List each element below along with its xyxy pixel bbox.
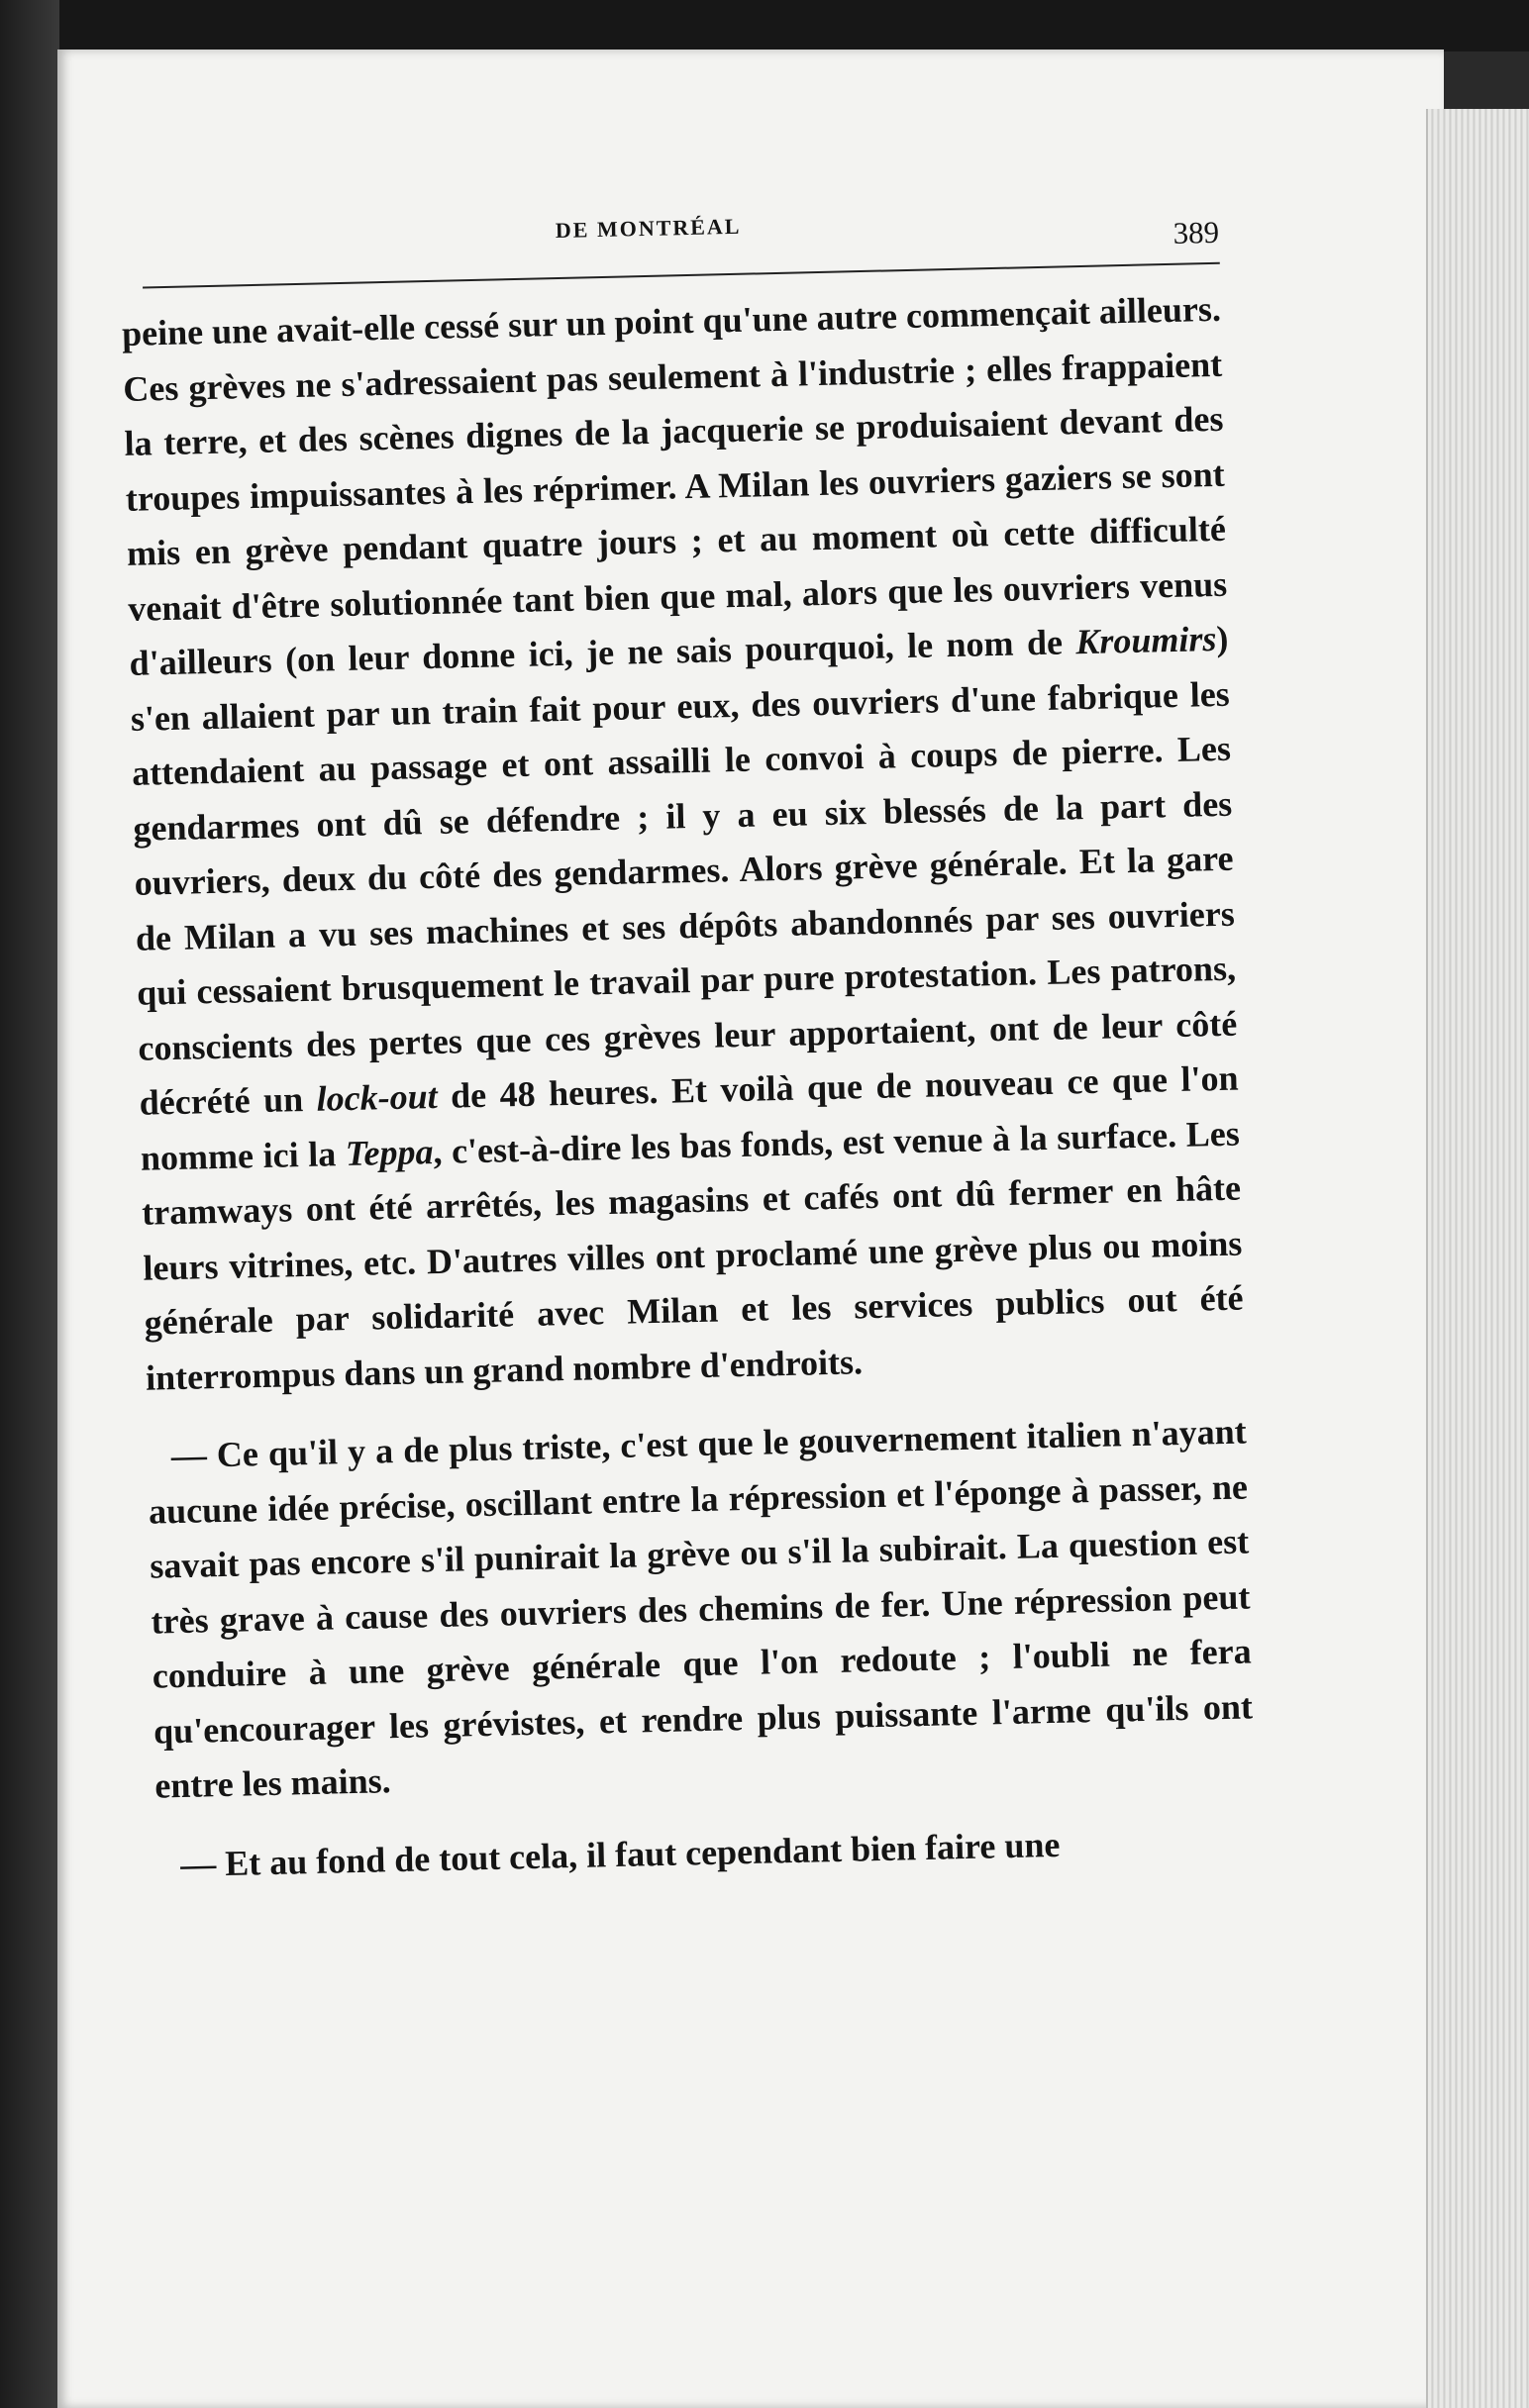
scan-top-margin: [57, 0, 1529, 51]
header-rule: [143, 262, 1220, 289]
page-number: 389: [1172, 214, 1220, 251]
paragraph-1-text-b: ) s'en allaient par un train fait pour eux, des ouvriers d'une fabrique les attendaient au passage et ont assailli le convoi à coups de pierre. Les gendarmes ont dû se défendre ; il y a eu six blessés de la part des ouvriers, deux du côté des gendarmes. Alors grève générale. Et la gare de Milan a vu ses machines et ses dépôts abandonnés par ses ouvriers qui cessaient brusquement le travail par pure protestation. Les patrons, conscients des pertes que ces grèves leur apportaient, ont de leur côté décrété un: [130, 618, 1238, 1123]
italic-teppa: Teppa: [345, 1131, 434, 1173]
paragraph-1-text-c: de 48 heures. Et voilà que de nouveau ce que l'on nomme ici la: [140, 1057, 1239, 1178]
page-content: [119, 173, 1257, 1893]
italic-kroumirs: Kroumirs: [1074, 618, 1217, 662]
paragraph-1-text-d: , c'est-à-dire les bas fonds, est venue à la surface. Les tramways ont été arrêtés, les magasins et cafés ont dû fermer en hâte leurs vitrines, etc. D'autres villes ont proclamé une grève plus ou moins générale par solidarité avec Milan et les services publics out été interrompus dans un grand nombre d'endroits.: [141, 1113, 1244, 1398]
paragraph-3: — Et au fond de tout cela, il faut cependant bien faire une: [179, 1824, 1061, 1884]
running-title: DE MONTRÉAL: [555, 213, 742, 244]
paragraph-1-text-a: peine une avait-elle cessé sur un point qu'une autre commençait ailleurs. Ces grèves ne s'adressaient pas seulement à l'industrie ; elles frappaient la terre, et des scènes dignes de la jacquerie se produisaient devant des troupes impuissantes à les réprimer. A Milan les ouvriers gaziers se sont mis en grève pendant quatre jours ; et au moment où cette difficulté venait d'être solutionnée tant bien que mal, alors que les ouvriers venus d'ailleurs (on leur donne ici, je ne sais pourquoi, le nom de: [121, 288, 1228, 683]
paragraph-2: — Ce qu'il y a de plus triste, c'est que le gouvernement italien n'ayant aucune idée précise, oscillant entre la répression et l'éponge à passer, ne savait pas encore s'il punirait la grève ou s'il la subirait. La question est très grave à cause des ouvriers des chemins de fer. Une répression peut conduire à une grève générale que l'on redoute ; l'oubli ne fera qu'encourager les grévistes, et rendre plus puissante l'arme qu'ils ont entre les mains.: [148, 1411, 1254, 1806]
italic-lock-out: lock-out: [316, 1075, 439, 1119]
paragraph-1: [121, 282, 1245, 1406]
scan-left-margin: [0, 0, 59, 2408]
page-edges: [1426, 109, 1529, 2408]
